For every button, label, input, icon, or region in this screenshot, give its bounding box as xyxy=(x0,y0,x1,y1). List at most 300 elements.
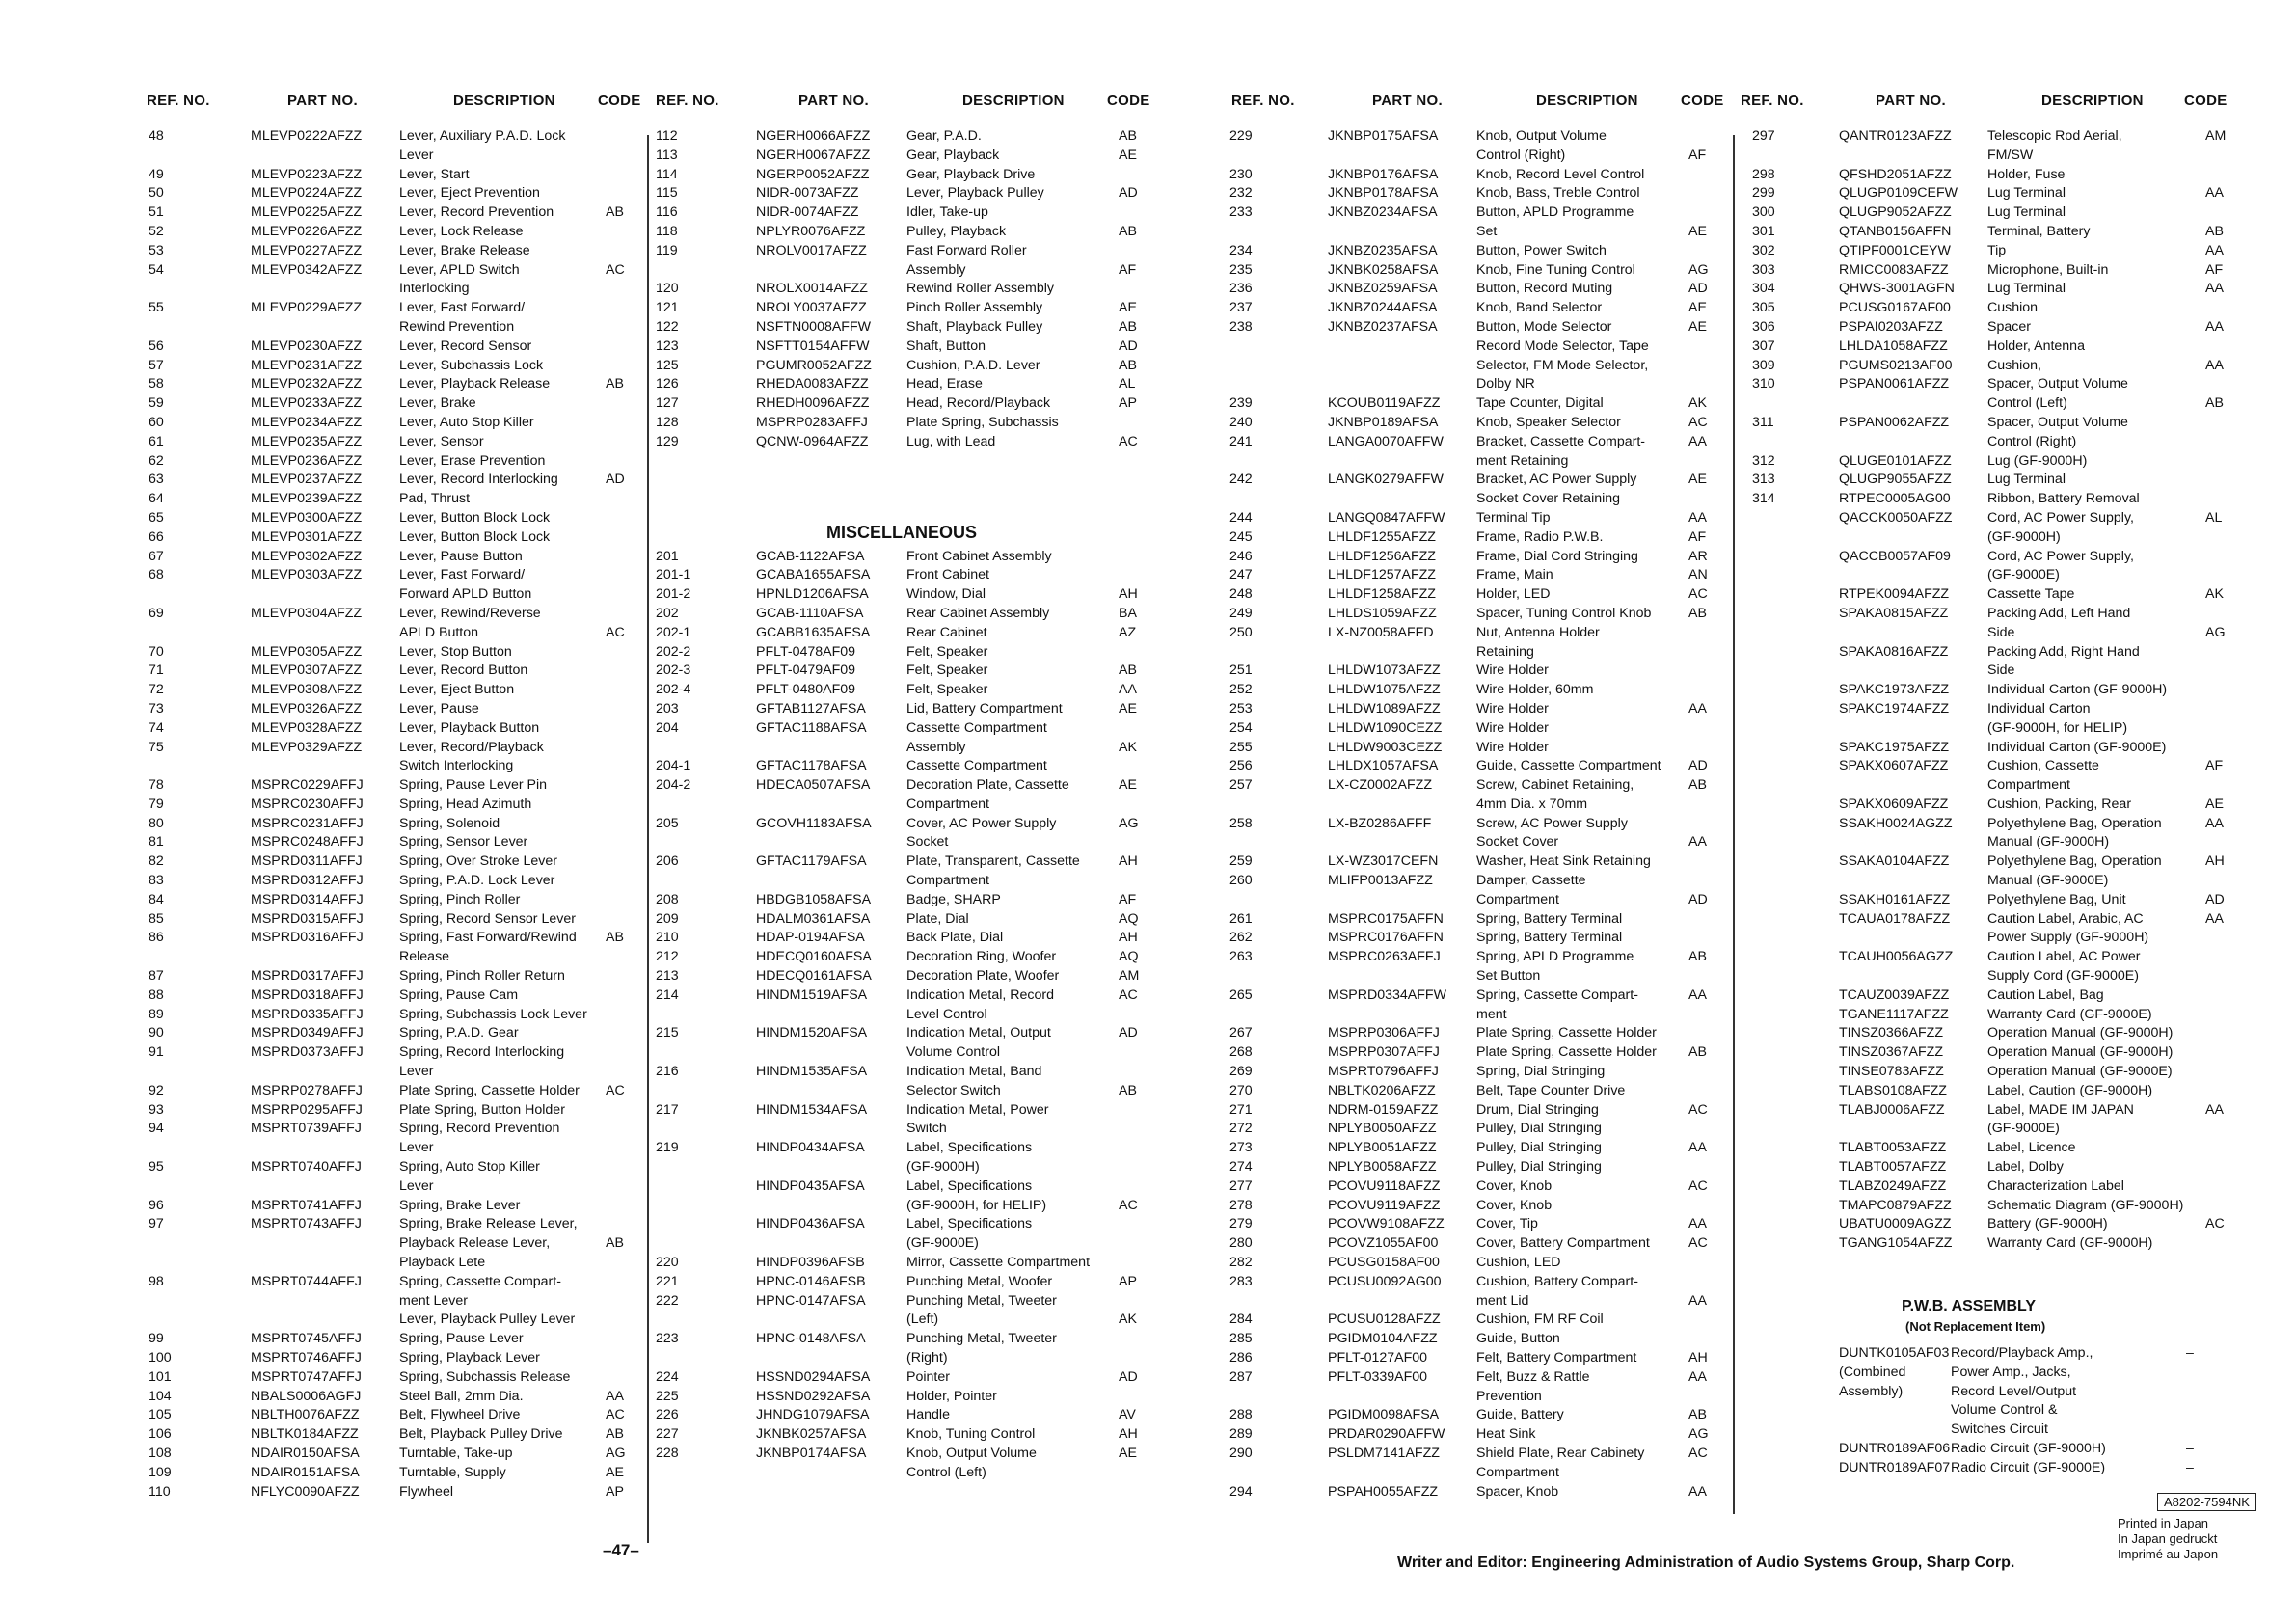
ref-no: 61 xyxy=(149,433,164,449)
part-no: MLEVP0226AFZZ xyxy=(251,223,363,239)
description: Spring, Playback Lever xyxy=(399,1350,540,1366)
part-row xyxy=(656,394,1157,414)
part-row xyxy=(1741,739,2261,758)
part-no: PGIDM0104AFZZ xyxy=(1328,1331,1438,1347)
code: AL xyxy=(2205,509,2223,526)
description: Switch Interlocking xyxy=(399,758,514,774)
description: Spacer, Output Volume xyxy=(1987,414,2128,430)
part-no: HINDM1519AFSA xyxy=(756,987,868,1003)
description: Knob, Output Volume xyxy=(906,1445,1037,1461)
part-row xyxy=(1741,471,2261,490)
part-row xyxy=(145,1445,646,1464)
description: Wire Holder, 60mm xyxy=(1476,682,1594,698)
part-row xyxy=(145,891,646,910)
description: Cushion, FM RF Coil xyxy=(1476,1312,1604,1328)
part-row xyxy=(1741,452,2261,472)
ref-no: 129 xyxy=(656,433,679,449)
description: Belt, Flywheel Drive xyxy=(399,1407,521,1423)
ref-no: 251 xyxy=(1229,663,1253,679)
ref-no: 99 xyxy=(149,1331,164,1347)
part-row xyxy=(145,605,646,624)
part-row xyxy=(1220,1177,1731,1197)
description: Label, MADE IM JAPAN xyxy=(1987,1101,2134,1118)
printed-line-3: Imprimé au Japon xyxy=(2118,1547,2219,1561)
ref-no: 115 xyxy=(656,185,678,202)
ref-no: 249 xyxy=(1229,605,1253,621)
description: Cover, Battery Compartment xyxy=(1476,1235,1650,1252)
part-row xyxy=(1220,1425,1731,1445)
part-no: MSPRT0739AFFJ xyxy=(251,1121,362,1137)
pwb-row xyxy=(1839,1420,2244,1440)
code: AC xyxy=(606,624,625,640)
writer-credit: Writer and Editor: Engineering Administration of Audio Systems Group, Sharp Corp. xyxy=(1397,1555,2015,1571)
code: AG xyxy=(1688,261,1709,278)
part-no: MLEVP0232AFZZ xyxy=(251,376,363,392)
description: Pulley, Dial Stringing xyxy=(1476,1121,1602,1137)
part-no: HSSND0294AFSA xyxy=(756,1368,871,1385)
part-no: MLEVP0304AFZZ xyxy=(251,605,363,621)
description: Screw, Cabinet Retaining, xyxy=(1476,777,1634,794)
part-row xyxy=(656,127,1157,147)
ref-no: 310 xyxy=(1752,376,1775,392)
description: Warranty Card (GF-9000H) xyxy=(1987,1235,2153,1252)
ref-no: 68 xyxy=(149,567,164,583)
part-row xyxy=(1220,1445,1731,1464)
part-row xyxy=(145,852,646,872)
part-row xyxy=(1220,662,1731,681)
ref-no: 254 xyxy=(1229,719,1253,736)
ref-no: 247 xyxy=(1229,567,1253,583)
description: Lug Terminal xyxy=(1987,472,2066,488)
description: Turntable, Take-up xyxy=(399,1445,513,1461)
part-no: MSPRD0311AFFJ xyxy=(251,853,363,870)
part-row xyxy=(1220,490,1731,509)
description: Holder, Antenna xyxy=(1987,338,2085,354)
description: Spring, Pinch Roller xyxy=(399,891,521,907)
part-no: SSAKA0104AFZZ xyxy=(1839,853,1950,870)
description: Belt, Tape Counter Drive xyxy=(1476,1082,1626,1098)
part-row xyxy=(145,242,646,261)
part-row xyxy=(145,318,646,338)
description: Felt, Speaker xyxy=(906,682,988,698)
part-row xyxy=(145,681,646,700)
ref-no: 286 xyxy=(1229,1350,1253,1366)
description: Lever, Stop Button xyxy=(399,643,512,660)
part-no: MSPRC0231AFFJ xyxy=(251,815,364,831)
part-row xyxy=(1741,357,2261,376)
description: Head, Erase xyxy=(906,376,983,392)
description: Compartment xyxy=(906,873,989,889)
code: AP xyxy=(606,1483,624,1500)
ref-no: 87 xyxy=(149,968,164,985)
code: AA xyxy=(1688,433,1707,449)
code: AA xyxy=(1688,987,1707,1003)
part-row xyxy=(1741,852,2261,872)
description: Label, Specifications xyxy=(906,1177,1033,1194)
description: Washer, Heat Sink Retaining xyxy=(1476,853,1651,870)
description: Cassette Tape xyxy=(1987,586,2075,603)
code: AE xyxy=(1688,223,1707,239)
part-no: RMICC0083AFZZ xyxy=(1839,261,1949,278)
part-no: MSPRC0176AFFN xyxy=(1328,930,1444,946)
part-no: HINDP0434AFSA xyxy=(756,1140,865,1156)
description: Selector, FM Mode Selector, xyxy=(1476,357,1649,373)
part-no: NGERP0052AFZZ xyxy=(756,166,870,182)
part-no: LX-NZ0058AFFD xyxy=(1328,624,1434,640)
ref-no: 242 xyxy=(1229,472,1253,488)
part-no: MLEVP0231AFZZ xyxy=(251,357,363,373)
part-no: SPAKC1974AFZZ xyxy=(1839,700,1950,717)
code: AH xyxy=(2205,853,2225,870)
description: Spring, Pause Lever xyxy=(399,1331,524,1347)
part-row xyxy=(1220,1043,1731,1063)
part-row xyxy=(1741,643,2261,663)
part-row xyxy=(1741,662,2261,681)
part-no: HPNC-0148AFSA xyxy=(756,1331,866,1347)
part-row xyxy=(1220,681,1731,700)
part-row xyxy=(145,1101,646,1121)
part-no: GFTAC1188AFSA xyxy=(756,719,867,736)
parts-rows xyxy=(1741,127,2261,1254)
part-row xyxy=(656,987,1157,1006)
description: Punching Metal, Tweeter xyxy=(906,1331,1057,1347)
description: Lever, Start xyxy=(399,166,470,182)
code: AQ xyxy=(1119,910,1139,927)
section-misc-title: MISCELLANEOUS xyxy=(826,523,978,542)
part-row xyxy=(656,375,1157,394)
code: AL xyxy=(1119,376,1136,392)
description: Heat Sink xyxy=(1476,1426,1536,1443)
description: Label, Licence xyxy=(1987,1140,2076,1156)
ref-no: 253 xyxy=(1229,700,1253,717)
code: AA xyxy=(2205,242,2224,258)
part-row xyxy=(656,1082,1157,1101)
ref-no: 70 xyxy=(149,643,164,660)
part-row xyxy=(1220,833,1731,852)
part-no: HDECQ0160AFSA xyxy=(756,949,872,965)
part-row xyxy=(1741,1120,2261,1139)
description: Screw, AC Power Supply xyxy=(1476,815,1628,831)
code: AD xyxy=(606,472,625,488)
ref-no: 220 xyxy=(656,1255,679,1271)
part-no: HINDM1534AFSA xyxy=(756,1101,868,1118)
part-no: HPNC-0146AFSB xyxy=(756,1273,866,1289)
code: AK xyxy=(2205,586,2224,603)
part-row xyxy=(1220,1368,1731,1388)
ref-no: 248 xyxy=(1229,586,1253,603)
part-row xyxy=(656,318,1157,338)
description: Plate, Transparent, Cassette xyxy=(906,853,1080,870)
ref-no: 255 xyxy=(1229,739,1253,755)
ref-no: 65 xyxy=(149,509,164,526)
code: AC xyxy=(1688,586,1708,603)
description: Spring, Battery Terminal xyxy=(1476,930,1623,946)
ref-no: 126 xyxy=(656,376,679,392)
description: Decoration Ring, Woofer xyxy=(906,949,1057,965)
code: AE xyxy=(1119,300,1137,316)
description: Telescopic Rod Aerial, xyxy=(1987,128,2122,144)
ref-no: 122 xyxy=(656,318,679,335)
description: Battery (GF-9000H) xyxy=(1987,1216,2108,1232)
code: AH xyxy=(1119,930,1138,946)
part-no: TCAUZ0039AFZZ xyxy=(1839,987,1950,1003)
part-no: PCUSG0167AF00 xyxy=(1839,300,1951,316)
parts-rows xyxy=(1220,127,1731,1501)
part-row xyxy=(1220,1082,1731,1101)
code: – xyxy=(2186,1459,2194,1475)
description: Pulley, Dial Stringing xyxy=(1476,1140,1602,1156)
part-row xyxy=(145,1006,646,1025)
part-no: TLABJ0006AFZZ xyxy=(1839,1101,1945,1118)
description: (GF-9000H) xyxy=(906,1159,980,1176)
part-no: JKNBK0258AFSA xyxy=(1328,261,1439,278)
description: Knob, Tuning Control xyxy=(906,1426,1036,1443)
part-row xyxy=(1220,948,1731,967)
part-row xyxy=(1220,261,1731,281)
part-row xyxy=(145,1273,646,1292)
code: AM xyxy=(2205,128,2227,144)
part-row xyxy=(145,414,646,433)
ref-header: REF. NO. xyxy=(1231,93,1295,109)
part-row xyxy=(1741,338,2261,357)
description: Individual Carton (GF-9000E) xyxy=(1987,739,2167,755)
part-no: PSPAN0062AFZZ xyxy=(1839,414,1950,430)
description: Lever, Rewind/Reverse xyxy=(399,605,541,621)
part-row xyxy=(656,548,1157,567)
part-row xyxy=(656,833,1157,852)
part-row xyxy=(656,1177,1157,1197)
ref-no: 304 xyxy=(1752,281,1775,297)
description: Spring, Cassette Compart- xyxy=(399,1273,561,1289)
ref-no: 55 xyxy=(149,300,164,316)
ref-no: 63 xyxy=(149,472,164,488)
part-row xyxy=(1741,1082,2261,1101)
ref-no: 309 xyxy=(1752,357,1775,373)
part-row xyxy=(1741,948,2261,967)
part-no: HPNC-0147AFSA xyxy=(756,1292,866,1309)
part-row xyxy=(1220,929,1731,948)
part-no: NPLYB0051AFZZ xyxy=(1328,1140,1437,1156)
description: Pointer xyxy=(906,1368,950,1385)
description: Ribbon, Battery Removal xyxy=(1987,491,2140,507)
description: Label, Caution (GF-9000H) xyxy=(1987,1082,2153,1098)
part-row xyxy=(145,910,646,930)
description: Dolby NR xyxy=(1476,376,1535,392)
ref-no: 204-1 xyxy=(656,758,691,774)
part-no: MSPRC0230AFFJ xyxy=(251,796,364,812)
code: AB xyxy=(1119,663,1137,679)
ref-no: 303 xyxy=(1752,261,1775,278)
part-row xyxy=(656,643,1157,663)
part-no: MLEVP0230AFZZ xyxy=(251,338,363,354)
part-row xyxy=(656,1120,1157,1139)
part-no: MSPRT0796AFFJ xyxy=(1328,1064,1439,1080)
ref-no: 277 xyxy=(1229,1177,1253,1194)
description: Felt, Buzz & Rattle xyxy=(1476,1368,1590,1385)
part-no: JKNBP0189AFSA xyxy=(1328,414,1439,430)
description: Lever, Button Block Lock xyxy=(399,509,551,526)
description: (GF-9000H, for HELIP) xyxy=(906,1197,1047,1213)
part-row xyxy=(145,757,646,776)
part-row xyxy=(1220,166,1731,185)
part-row xyxy=(1220,1197,1731,1216)
ref-no: 262 xyxy=(1229,930,1253,946)
part-row xyxy=(1741,394,2261,414)
code: AD xyxy=(1688,758,1708,774)
description: Compartment xyxy=(1476,1464,1559,1480)
part-row xyxy=(1741,147,2261,166)
description: Lever, Record Sensor xyxy=(399,338,532,354)
description: Tip xyxy=(1987,242,2007,258)
description: Packing Add, Right Hand xyxy=(1987,643,2140,660)
part-row xyxy=(1220,357,1731,376)
description: 4mm Dia. x 70mm xyxy=(1476,796,1588,812)
description: ment Retaining xyxy=(1476,452,1569,469)
ref-no: 280 xyxy=(1229,1235,1253,1252)
part-no: SSAKH0161AFZZ xyxy=(1839,891,1951,907)
part-no: LHLDW1090CEZZ xyxy=(1328,719,1443,736)
part-no: NGERH0066AFZZ xyxy=(756,128,871,144)
ref-no: 273 xyxy=(1229,1140,1253,1156)
description: Mirror, Cassette Compartment xyxy=(906,1255,1091,1271)
part-row xyxy=(656,1311,1157,1330)
part-no: PSPAI0203AFZZ xyxy=(1839,318,1943,335)
description: Lever, Eject Prevention xyxy=(399,185,540,202)
part-row xyxy=(656,1158,1157,1177)
part-no: LHLDF1256AFZZ xyxy=(1328,548,1436,564)
description: Switch xyxy=(906,1121,947,1137)
part-no: TLABS0108AFZZ xyxy=(1839,1082,1947,1098)
part-no: MSPRD0318AFFJ xyxy=(251,987,364,1003)
code: AV xyxy=(1119,1407,1136,1423)
ref-no: 312 xyxy=(1752,452,1775,469)
code: AD xyxy=(2205,891,2225,907)
part-no: HDECQ0161AFSA xyxy=(756,968,872,985)
description: Volume Control xyxy=(906,1044,1000,1061)
part-row xyxy=(1220,1006,1731,1025)
part-row xyxy=(656,490,1157,509)
description: Spacer, Tuning Control Knob xyxy=(1476,605,1652,621)
part-row xyxy=(656,776,1157,796)
part-row xyxy=(1220,1483,1731,1502)
part-row xyxy=(145,528,646,548)
ref-no: 48 xyxy=(149,128,164,144)
code: AH xyxy=(1119,1426,1138,1443)
part-row xyxy=(145,872,646,891)
part-no: JKNBP0174AFSA xyxy=(756,1445,867,1461)
description: Cushion, xyxy=(1987,357,2041,373)
description: Guide, Battery xyxy=(1476,1407,1564,1423)
ref-no: 297 xyxy=(1752,128,1775,144)
part-no: TGANG1054AFZZ xyxy=(1839,1235,1953,1252)
part-row xyxy=(656,452,1157,472)
description: Rewind Roller Assembly xyxy=(906,281,1054,297)
part-no: LHLDW1089AFZZ xyxy=(1328,700,1441,717)
part-no: GCOVH1183AFSA xyxy=(756,815,872,831)
ref-no: 83 xyxy=(149,873,164,889)
description: Turntable, Supply xyxy=(399,1464,506,1480)
description: Spring, Fast Forward/Rewind xyxy=(399,930,577,946)
part-row xyxy=(1220,548,1731,567)
part-no: MLEVP0326AFZZ xyxy=(251,700,363,717)
ref-no: 104 xyxy=(149,1388,172,1404)
code: AB xyxy=(2205,223,2224,239)
ref-no: 95 xyxy=(149,1159,164,1176)
part-row xyxy=(145,1120,646,1139)
code: AA xyxy=(1688,1140,1707,1156)
description: Lever, APLD Switch xyxy=(399,261,520,278)
part-row xyxy=(1741,681,2261,700)
part-no: QACCB0057AF09 xyxy=(1839,548,1951,564)
part-no: PFLT-0127AF00 xyxy=(1328,1350,1428,1366)
part-row xyxy=(656,1406,1157,1425)
code: AC xyxy=(1688,414,1708,430)
description: Lug Terminal xyxy=(1987,185,2066,202)
part-row xyxy=(145,1406,646,1425)
part-row xyxy=(1741,299,2261,318)
ref-no: 81 xyxy=(149,834,164,851)
part-no: NBALS0006AGFJ xyxy=(251,1388,362,1404)
ref-no: 75 xyxy=(149,739,164,755)
ref-no: 66 xyxy=(149,528,164,545)
part-no: MLEVP0328AFZZ xyxy=(251,719,363,736)
part-row xyxy=(656,1330,1157,1349)
part-row xyxy=(656,872,1157,891)
part-no: NIDR-0073AFZZ xyxy=(756,185,859,202)
part-row xyxy=(1220,700,1731,719)
part-row xyxy=(145,585,646,605)
part-row xyxy=(1220,223,1731,242)
part-row xyxy=(145,1330,646,1349)
description: Lug (GF-9000H) xyxy=(1987,452,2088,469)
part-row xyxy=(656,929,1157,948)
ref-no: 272 xyxy=(1229,1121,1253,1137)
part-row xyxy=(1741,1006,2261,1025)
part-no: HBDGB1058AFSA xyxy=(756,891,872,907)
ref-no: 127 xyxy=(656,395,679,412)
description: Lever, Pause xyxy=(399,700,479,717)
description: Lever, Brake Release xyxy=(399,242,530,258)
description: Lever, Erase Prevention xyxy=(399,452,546,469)
part-no: TGANE1117AFZZ xyxy=(1839,1006,1949,1022)
description: Pulley, Playback xyxy=(906,223,1007,239)
part-header: PART NO. xyxy=(798,93,869,109)
part-row xyxy=(145,548,646,567)
ref-no: 227 xyxy=(656,1426,679,1443)
parts-rows xyxy=(145,127,646,1501)
part-row xyxy=(145,624,646,643)
part-row xyxy=(145,967,646,987)
code: AC xyxy=(1119,433,1138,449)
part-no: MLEVP0303AFZZ xyxy=(251,567,363,583)
description: Interlocking xyxy=(399,281,470,297)
part-row xyxy=(1220,776,1731,796)
part-no: RTPEK0094AFZZ xyxy=(1839,586,1950,603)
ref-no: 223 xyxy=(656,1331,679,1347)
part-row xyxy=(1220,910,1731,930)
code: AH xyxy=(1119,853,1138,870)
description: Playback Lete xyxy=(399,1255,486,1271)
ref-no: 305 xyxy=(1752,300,1775,316)
part-no: NPLYB0058AFZZ xyxy=(1328,1159,1437,1176)
description: Decoration Plate, Cassette xyxy=(906,777,1069,794)
part-row xyxy=(145,203,646,223)
part-row xyxy=(1220,1273,1731,1292)
part-no: NROLX0014AFZZ xyxy=(756,281,868,297)
part-row xyxy=(1741,700,2261,719)
ref-no: 64 xyxy=(149,491,164,507)
part-no: MLEVP0302AFZZ xyxy=(251,548,363,564)
